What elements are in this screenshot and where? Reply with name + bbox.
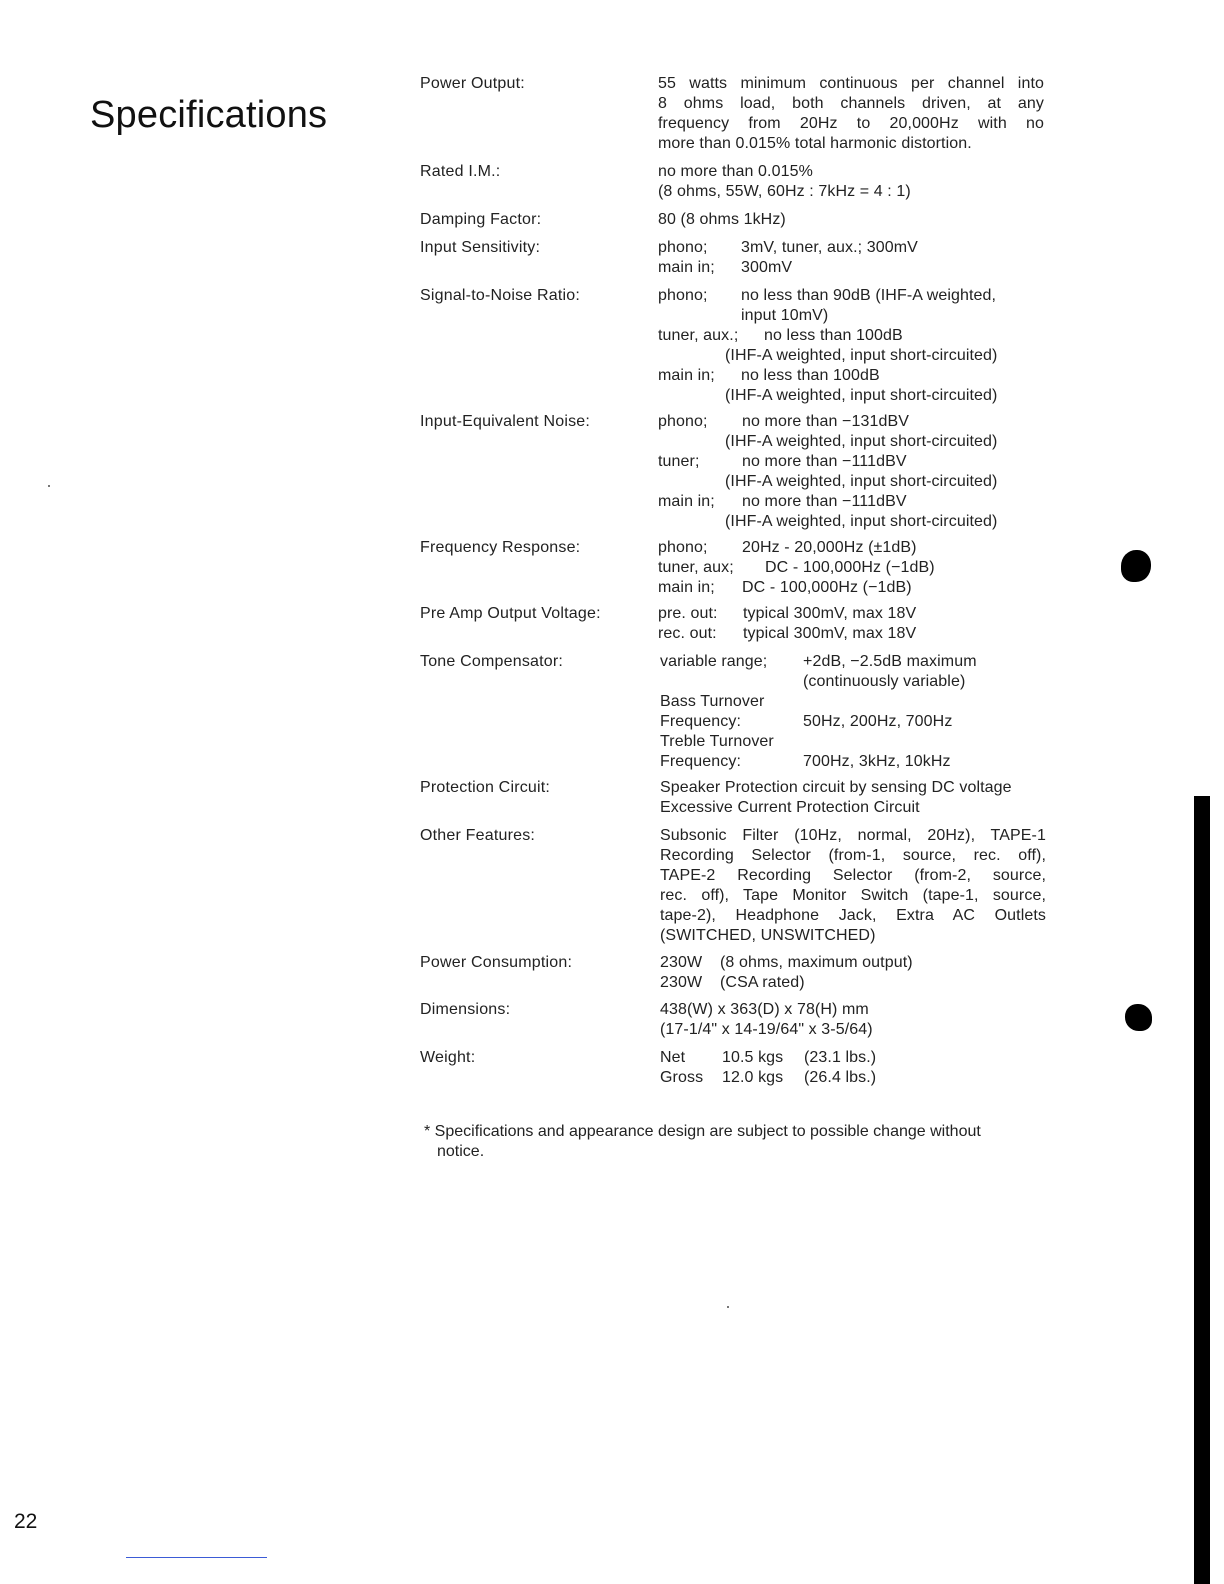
spec-subvalue: 20Hz - 20,000Hz (±1dB) xyxy=(742,539,917,556)
scan-edge-bar xyxy=(1194,796,1210,1584)
spec-line: (IHF-A weighted, input short-circuited) xyxy=(725,347,998,364)
footnote-line: notice. xyxy=(437,1143,485,1160)
spec-value xyxy=(658,162,1044,202)
spec-label: Input-Equivalent Noise: xyxy=(420,413,591,430)
spec-line xyxy=(660,652,1046,672)
footnote xyxy=(424,1122,1046,1162)
spec-line: (8 ohms, 55W, 60Hz : 7kHz = 4 : 1) xyxy=(658,183,911,200)
spec-value xyxy=(658,74,1044,154)
spec-line: 438(W) x 363(D) x 78(H) mm xyxy=(660,1001,869,1018)
spec-line xyxy=(658,578,1044,598)
spec-subvalue: +2dB, −2.5dB maximum xyxy=(803,653,977,670)
spec-subvalue: 300mV xyxy=(741,259,793,276)
spec-line: (IHF-A weighted, input short-circuited) xyxy=(725,473,998,490)
spec-key: phono; xyxy=(658,413,708,430)
spec-label: Tone Compensator: xyxy=(420,653,564,670)
spec-line xyxy=(658,286,1044,306)
spec-line: 80 (8 ohms 1kHz) xyxy=(658,211,786,228)
binder-hole-mark xyxy=(1125,1004,1152,1031)
spec-line xyxy=(658,624,1044,644)
spec-line xyxy=(658,604,1044,624)
spec-line: Subsonic Filter (10Hz, normal, 20Hz), TAPE-1 xyxy=(660,827,1046,844)
spec-key: tuner, aux.; xyxy=(658,327,739,344)
spec-line xyxy=(660,973,1046,993)
footnote-line: * Specifications and appearance design are subject to possible change without xyxy=(424,1123,981,1140)
spec-key: variable range; xyxy=(660,653,768,670)
spec-line: more than 0.015% total harmonic distortion. xyxy=(658,135,972,152)
spec-subvalue: no more than −111dBV xyxy=(742,453,907,470)
spec-value xyxy=(658,412,1044,532)
spec-key: Gross xyxy=(660,1069,704,1086)
spec-line: (continuously variable) xyxy=(803,673,966,690)
spec-key: Net xyxy=(660,1049,686,1066)
spec-line: Excessive Current Protection Circuit xyxy=(660,799,920,816)
spec-line xyxy=(660,752,1046,772)
page-title: Specifications xyxy=(90,94,328,136)
spec-line: 8 ohms load, both channels driven, at any xyxy=(658,95,1044,112)
spec-line: 55 watts minimum continuous per channel into xyxy=(658,75,1044,92)
spec-value xyxy=(660,652,1046,772)
spec-line xyxy=(658,326,1044,346)
spec-line xyxy=(658,412,1044,432)
spec-subvalue: 10.5 kgs xyxy=(722,1049,784,1066)
spec-subvalue: 12.0 kgs xyxy=(722,1069,784,1086)
spec-label: Protection Circuit: xyxy=(420,779,551,796)
spec-label: Weight: xyxy=(420,1049,476,1066)
spec-subvalue: no more than −131dBV xyxy=(742,413,910,430)
spec-subvalue: no less than 100dB xyxy=(764,327,903,344)
spec-line: no more than 0.015% xyxy=(658,163,813,180)
binder-hole-mark xyxy=(1121,550,1151,582)
spec-subvalue: no less than 100dB xyxy=(741,367,880,384)
spec-key: Frequency: xyxy=(660,713,742,730)
spec-subvalue: no more than −111dBV xyxy=(742,493,907,510)
spec-line: rec. off), Tape Monitor Switch (tape-1, source, xyxy=(660,887,1046,904)
spec-extra: (23.1 lbs.) xyxy=(804,1049,877,1066)
spec-label: Pre Amp Output Voltage: xyxy=(420,605,601,622)
spec-value xyxy=(660,953,1046,993)
spec-subvalue: no less than 90dB (IHF-A weighted, xyxy=(741,287,997,304)
scan-speck xyxy=(727,1306,729,1308)
spec-subvalue: DC - 100,000Hz (−1dB) xyxy=(765,559,935,576)
spec-line xyxy=(658,366,1044,386)
spec-key: main in; xyxy=(658,579,715,596)
spec-line: (IHF-A weighted, input short-circuited) xyxy=(725,433,998,450)
spec-subvalue: 3mV, tuner, aux.; 300mV xyxy=(741,239,918,256)
spec-subvalue: 50Hz, 200Hz, 700Hz xyxy=(803,713,953,730)
spec-line xyxy=(658,538,1044,558)
spec-subvalue: typical 300mV, max 18V xyxy=(743,605,917,622)
spec-value xyxy=(660,1048,1046,1088)
spec-line: tape-2), Headphone Jack, Extra AC Outlets xyxy=(660,907,1046,924)
spec-value xyxy=(658,286,1044,406)
spec-key: 230W xyxy=(660,954,703,971)
spec-key: Frequency: xyxy=(660,753,742,770)
spec-subvalue: 700Hz, 3kHz, 10kHz xyxy=(803,753,951,770)
spec-value xyxy=(660,826,1046,946)
spec-line xyxy=(658,558,1044,578)
spec-key: tuner, aux; xyxy=(658,559,734,576)
spec-line xyxy=(660,1048,1046,1068)
spec-label: Other Features: xyxy=(420,827,536,844)
spec-line: (IHF-A weighted, input short-circuited) xyxy=(725,513,998,530)
spec-key: phono; xyxy=(658,239,708,256)
spec-key: tuner; xyxy=(658,453,700,470)
spec-label: Damping Factor: xyxy=(420,211,542,228)
spec-value xyxy=(658,538,1044,598)
spec-line xyxy=(660,953,1046,973)
spec-key: phono; xyxy=(658,287,708,304)
spec-subvalue: (8 ohms, maximum output) xyxy=(720,954,913,971)
spec-line xyxy=(658,452,1044,472)
spec-label: Signal-to-Noise Ratio: xyxy=(420,287,581,304)
spec-key: rec. out: xyxy=(658,625,717,642)
spec-key: pre. out: xyxy=(658,605,718,622)
spec-value xyxy=(658,238,1044,278)
spec-line: (17-1/4" x 14-19/64" x 3-5/64) xyxy=(660,1021,873,1038)
spec-line: (IHF-A weighted, input short-circuited) xyxy=(725,387,998,404)
spec-key: phono; xyxy=(658,539,708,556)
spec-label: Power Consumption: xyxy=(420,954,573,971)
spec-line: frequency from 20Hz to 20,000Hz with no xyxy=(658,115,1044,132)
spec-value xyxy=(660,778,1046,818)
spec-value xyxy=(660,1000,1046,1040)
bottom-rule xyxy=(126,1557,267,1558)
spec-line: Recording Selector (from-1, source, rec. off), xyxy=(660,847,1046,864)
spec-line: Treble Turnover xyxy=(660,733,774,750)
spec-label: Input Sensitivity: xyxy=(420,239,541,256)
spec-value xyxy=(658,604,1044,644)
spec-subvalue: typical 300mV, max 18V xyxy=(743,625,917,642)
spec-line: input 10mV) xyxy=(741,307,829,324)
spec-label: Rated I.M.: xyxy=(420,163,501,180)
spec-line: Bass Turnover xyxy=(660,693,765,710)
scan-speck xyxy=(48,485,50,487)
spec-label: Power Output: xyxy=(420,75,525,92)
spec-line: TAPE-2 Recording Selector (from-2, source, xyxy=(660,867,1046,884)
spec-key: main in; xyxy=(658,259,715,276)
spec-line xyxy=(660,1068,1046,1088)
spec-line xyxy=(660,712,1046,732)
spec-extra: (26.4 lbs.) xyxy=(804,1069,877,1086)
spec-key: main in; xyxy=(658,493,715,510)
spec-line xyxy=(658,238,1044,258)
spec-line xyxy=(658,258,1044,278)
spec-key: 230W xyxy=(660,974,703,991)
spec-line: (SWITCHED, UNSWITCHED) xyxy=(660,927,876,944)
spec-label: Frequency Response: xyxy=(420,539,581,556)
spec-line xyxy=(658,492,1044,512)
spec-key: main in; xyxy=(658,367,715,384)
page-number: 22 xyxy=(14,1510,38,1533)
spec-subvalue: DC - 100,000Hz (−1dB) xyxy=(742,579,912,596)
spec-value xyxy=(658,210,1044,230)
spec-line: Speaker Protection circuit by sensing DC voltage xyxy=(660,779,1012,796)
spec-subvalue: (CSA rated) xyxy=(720,974,805,991)
spec-label: Dimensions: xyxy=(420,1001,511,1018)
